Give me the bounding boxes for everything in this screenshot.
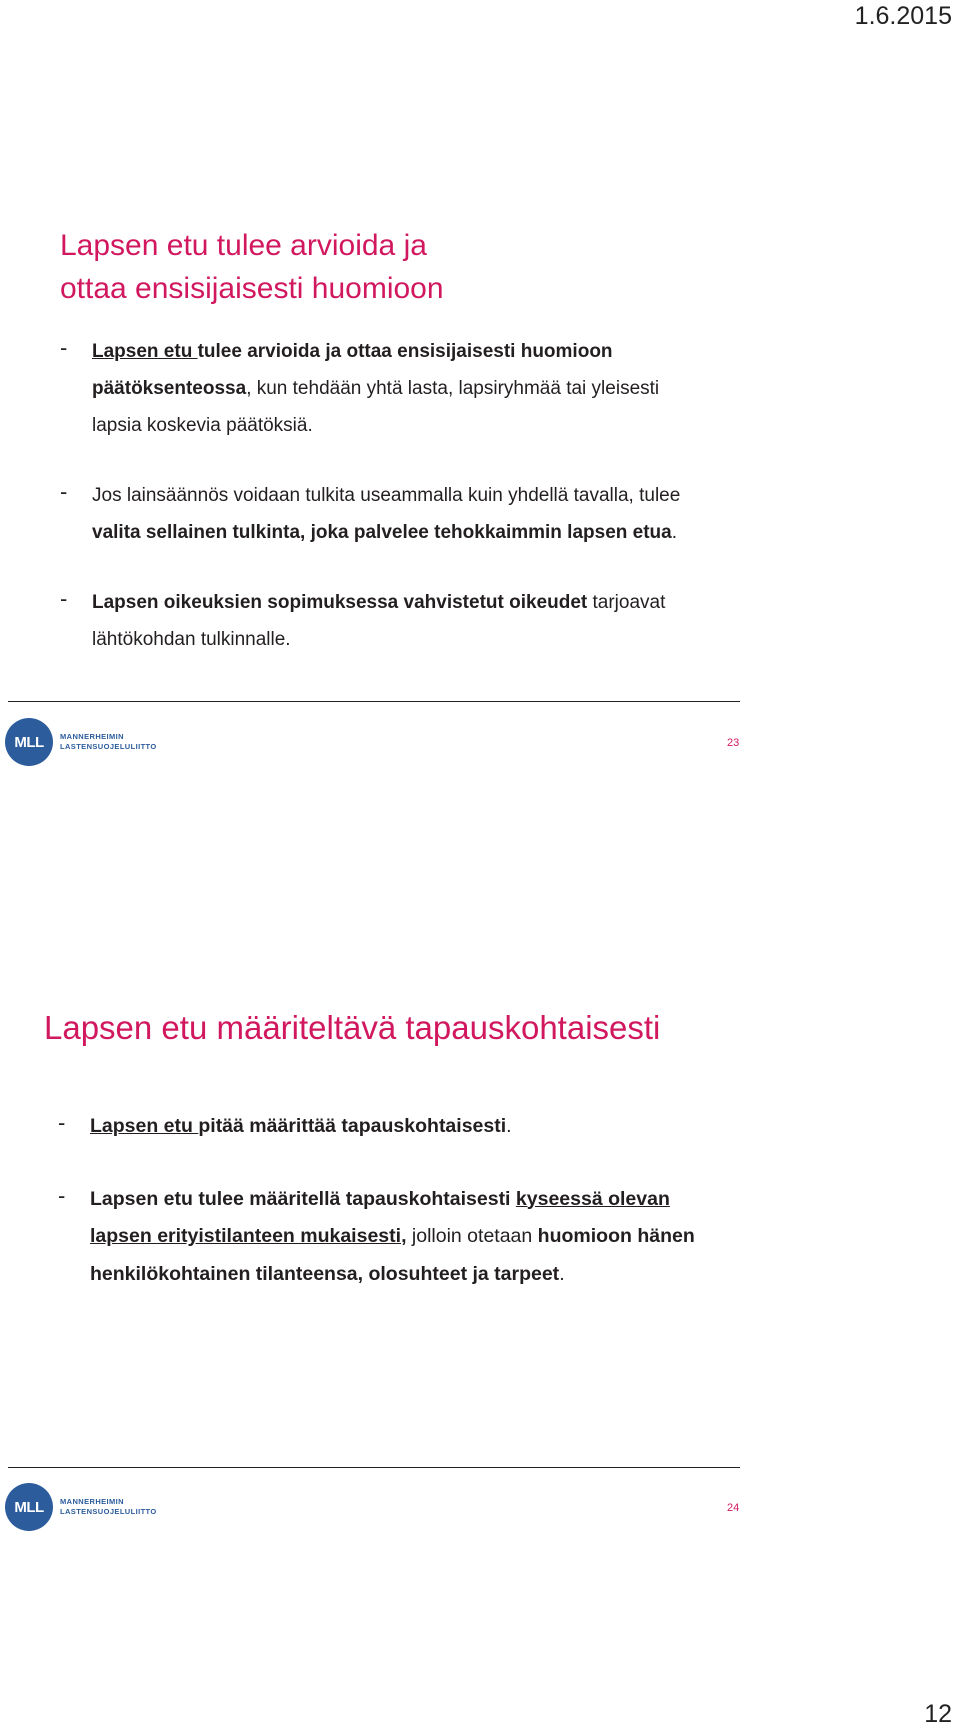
- mll-logo: [5, 1483, 157, 1531]
- bullet-text: , kun tehdään yhtä lasta, lapsiryhmää tai yleisesti lapsia koskevia päätöksiä.: [92, 378, 660, 436]
- bullet-item: [60, 477, 700, 551]
- bullet-text: .: [671, 522, 678, 543]
- bullet-text-bold: tulee arvioida ja ottaa ensisijaisesti huomioon päätöksenteossa: [92, 341, 613, 399]
- bullet-text-emphasis: Lapsen etu: [92, 341, 198, 362]
- mll-logo: [5, 718, 157, 766]
- mll-logo-mark: MLL: [5, 1483, 53, 1531]
- bullet-dash: -: [60, 586, 68, 611]
- bullet-dash: -: [58, 1110, 66, 1135]
- logo-line-1: MANNERHEIMIN: [60, 732, 124, 741]
- bullet-dash: -: [60, 335, 68, 360]
- bullet-text: Jos lainsäännös voidaan tulkita useammalla kuin yhdellä tavalla, tulee: [92, 485, 681, 506]
- bullet-text-bold: huomioon hänen henkilökohtainen tilanteensa, olosuhteet ja tarpeet: [90, 1225, 695, 1285]
- slide-number: 23: [727, 737, 740, 749]
- slide-number: 24: [727, 1502, 740, 1514]
- logo-line-2: LASTENSUOJELULIITTO: [60, 1507, 157, 1516]
- slide-title: Lapsen etu määriteltävä tapauskohtaisesti: [44, 1009, 661, 1046]
- bullet-text-bold: valita sellainen tulkinta, joka palvelee tehokkaimmin lapsen etua: [92, 522, 672, 543]
- bullet-item: [60, 584, 700, 658]
- bullet-text-bold: Lapsen oikeuksien sopimuksessa vahvistetut oikeudet: [92, 592, 588, 613]
- logo-line-1: MANNERHEIMIN: [60, 1497, 124, 1506]
- bullet-item: [58, 1108, 698, 1146]
- logo-line-2: LASTENSUOJELULIITTO: [60, 742, 157, 751]
- bullet-text: .: [506, 1115, 512, 1137]
- bullet-text-emphasis: Lapsen etu: [90, 1115, 199, 1137]
- slide-23: [0, 0, 740, 780]
- bullet-item: [58, 1181, 698, 1294]
- bullet-list: [60, 333, 700, 658]
- mll-logo-text: [60, 1497, 157, 1517]
- footer-divider: [8, 1467, 740, 1468]
- mll-logo-text: [60, 732, 157, 752]
- mll-logo-mark: MLL: [5, 718, 53, 766]
- bullet-dash: -: [58, 1182, 66, 1208]
- bullet-text: jolloin otetaan: [406, 1225, 538, 1247]
- slide-24: [0, 780, 740, 1570]
- bullet-list: [58, 1108, 698, 1293]
- bullet-dash: -: [60, 479, 68, 504]
- slide-title: [60, 224, 444, 310]
- page-number: 12: [924, 1700, 952, 1728]
- bullet-text-bold: pitää määrittää tapauskohtaisesti: [198, 1115, 507, 1137]
- bullet-text-bold: ,: [401, 1225, 407, 1247]
- bullet-text-bold: Lapsen etu tulee määritellä tapauskohtaisesti: [90, 1187, 516, 1210]
- footer-divider: [8, 701, 740, 702]
- bullet-text: .: [559, 1262, 565, 1285]
- bullet-text: tarjoavat lähtökohdan tulkinnalle.: [92, 592, 666, 650]
- slide-title-line-2: ottaa ensisijaisesti huomioon: [60, 272, 444, 305]
- document-date: 1.6.2015: [854, 2, 952, 30]
- bullet-item: [60, 333, 700, 444]
- slide-title-line-1: Lapsen etu tulee arvioida ja: [60, 229, 427, 262]
- bullet-text-emphasis: kyseessä olevan lapsen erityistilanteen mukaisesti: [90, 1187, 670, 1247]
